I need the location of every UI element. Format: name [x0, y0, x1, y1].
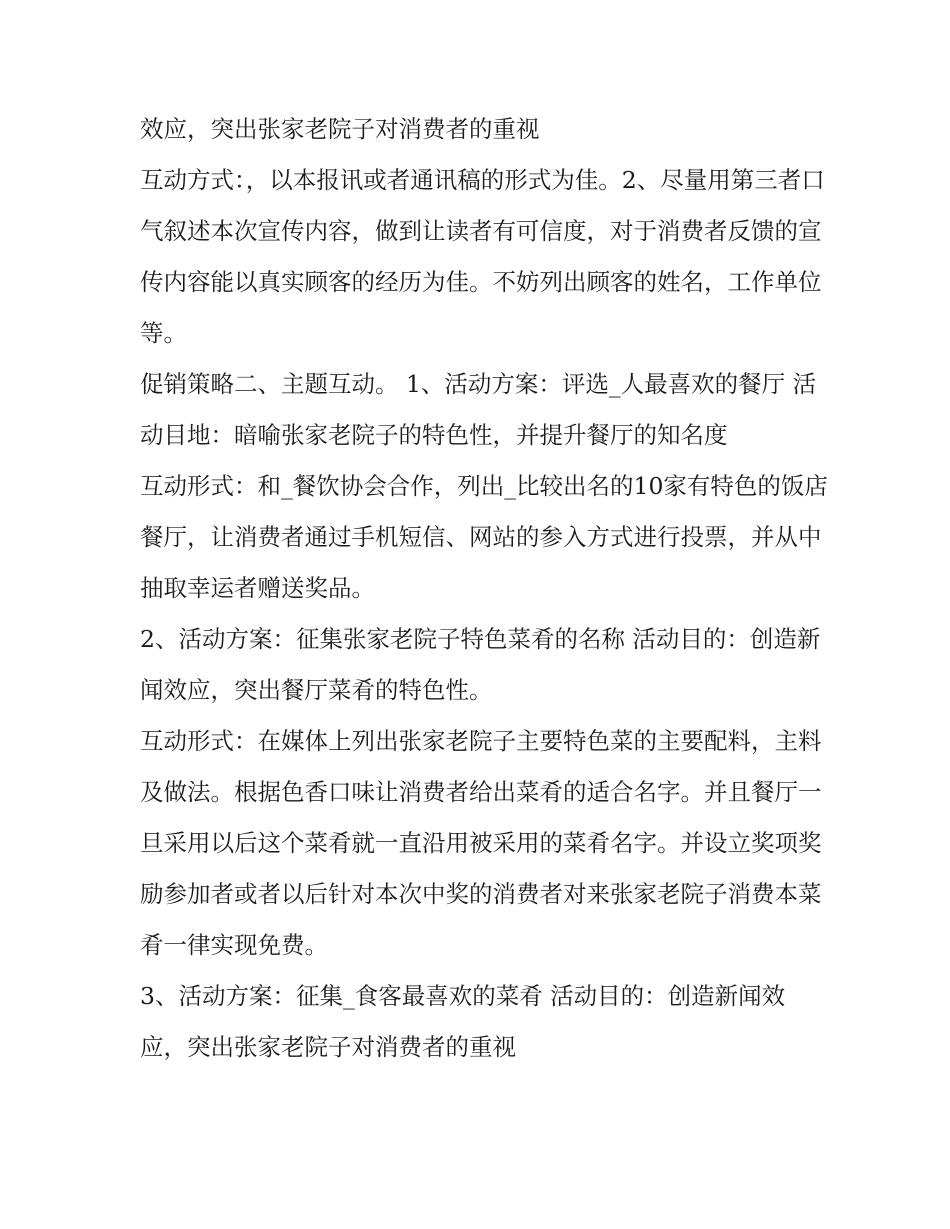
paragraph: 效应，突出张家老院子对消费者的重视 [140, 115, 540, 143]
paragraph: 3、活动方案：征集_食客最喜欢的菜肴 活动目的：创造新闻效应，突出张家老院子对消费者的重视 [140, 982, 786, 1061]
paragraph: 互动方式：，以本报讯或者通讯稿的形式为佳。2、尽量用第三者口气叙述本次宣传内容，做到让读者有可信度，对于消费者反馈的宣传内容能以真实顾客的经历为佳。不妨列出顾客的姓名，工作单位等。 [140, 166, 825, 347]
paragraph: 促销策略二、主题互动。 1、活动方案：评选_人最喜欢的餐厅 活动目地：暗喻张家老院子的特色性，并提升餐厅的知名度 [140, 370, 817, 449]
document-body [140, 104, 830, 1073]
paragraph: 2、活动方案：征集张家老院子特色菜肴的名称 活动目的：创造新闻效应，突出餐厅菜肴的特色性。 [140, 625, 821, 704]
paragraph: 互动形式：在媒体上列出张家老院子主要特色菜的主要配料，主料及做法。根据色香口味让消费者给出菜肴的适合名字。并且餐厅一旦采用以后这个菜肴就一直沿用被采用的菜肴名字。并设立奖项奖励参加者或者以后针对本次中奖的消费者对来张家老院子消费本菜肴一律实现免费。 [140, 727, 822, 959]
paragraph: 互动形式：和_餐饮协会合作，列出_比较出名的10家有特色的饭店餐厅，让消费者通过手机短信、网站的参入方式进行投票，并从中抽取幸运者赠送奖品。 [140, 472, 828, 602]
